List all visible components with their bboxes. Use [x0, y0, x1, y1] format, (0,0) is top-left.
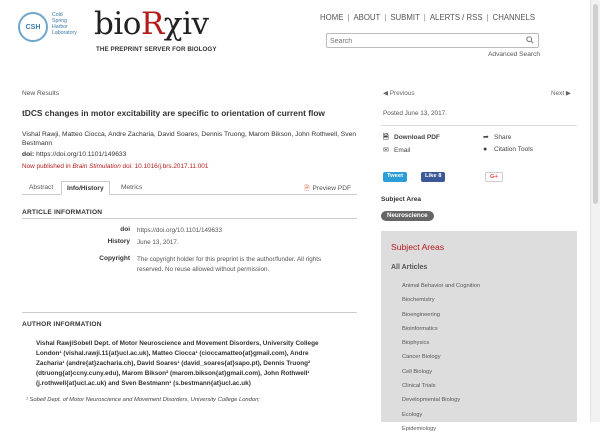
subject-list — [402, 283, 480, 440]
subject-areas-panel — [381, 231, 577, 432]
published-journal: Brain Stimulation — [72, 163, 121, 170]
previous-link[interactable] — [383, 89, 415, 97]
preview-pdf-label: Preview PDF — [312, 185, 351, 192]
author-information-heading: AUTHOR INFORMATION — [22, 321, 102, 328]
email-label: Email — [394, 147, 411, 154]
affiliation: ¹ Sobell Dept. of Motor Neuroscience and Movement Disorders, University College London; — [26, 397, 260, 403]
subject-item[interactable]: Cancer Biology — [402, 354, 441, 361]
copyright-line: The copyright holder for this preprint is the author/funder. All rights — [137, 256, 322, 263]
email-button[interactable] — [383, 146, 410, 154]
info-copyright-value — [137, 255, 321, 274]
next-label: Next — [551, 90, 565, 97]
share-button[interactable] — [483, 133, 511, 141]
divider — [22, 312, 357, 313]
subject-item[interactable]: Animal Behavior and Cognition — [402, 283, 481, 289]
search-icon[interactable] — [526, 36, 534, 46]
subject-item[interactable]: Bioengineering — [402, 311, 440, 318]
subject-item[interactable]: Clinical Trials — [402, 383, 436, 390]
csh-logo[interactable] — [18, 12, 48, 42]
article-tabs — [22, 181, 357, 195]
subject-item[interactable]: Biophysics — [402, 340, 430, 347]
posted-date: Posted June 13, 2017. — [383, 110, 447, 117]
share-icon: ➦ — [483, 134, 489, 141]
scrollbar-thumb[interactable] — [593, 4, 598, 204]
info-history-label: History — [107, 238, 130, 245]
article-title: tDCS changes in motor excitability are specific to orientation of current flow — [22, 108, 325, 118]
csh-name-line: Harbor — [52, 24, 68, 30]
envelope-icon: ✉ — [383, 147, 389, 154]
subject-item[interactable]: Biochemistry — [402, 297, 435, 304]
download-pdf-label: Download PDF — [394, 134, 440, 141]
author-info-line: Vishal RawjiSobell Dept. of Motor Neuroscience and Movement Disorders, University College — [36, 340, 319, 347]
divider — [22, 218, 357, 219]
tweet-button[interactable]: Tweet — [383, 172, 407, 182]
citation-tools-label: Citation Tools — [494, 146, 533, 153]
subject-item[interactable]: Epidemiology — [402, 425, 437, 432]
article-authors: Vishal Rawji, Matteo Ciocca, Andre Zacharia, David Soares, Dennis Truong, Marom Bikson, John Rothwell, Sven Bestmann — [22, 131, 357, 148]
subject-item[interactable]: Bioinformatics — [402, 325, 438, 332]
brand-part: χiv — [163, 6, 209, 42]
article-information-heading: ARTICLE INFORMATION — [22, 209, 103, 216]
author-info-line: Zacharia¹ (andre{at}zacharia.ch), David Soares¹ (david_soares{at}sapo.pt), Dennis Truong² — [36, 360, 311, 367]
nav-alerts-rss[interactable]: ALERTS / RSS — [429, 13, 483, 22]
download-pdf-button[interactable] — [383, 133, 440, 144]
published-doi: doi: 10.1016/j.brs.2017.11.001 — [120, 163, 209, 170]
all-articles-link[interactable]: All Articles — [391, 264, 428, 271]
citation-tools-button[interactable] — [483, 146, 533, 153]
nav-channels[interactable]: CHANNELS — [492, 13, 536, 22]
csh-abbr: CSH — [25, 23, 41, 31]
brand-part: bio — [94, 6, 141, 42]
author-info-line: London¹ (vishal.rawji.11{at}ucl.ac.uk), Matteo Ciocca¹ (cioccamatteo{at}gmail.com), Andre — [36, 350, 309, 357]
subject-badge[interactable]: Neuroscience — [381, 211, 434, 221]
share-label: Share — [494, 134, 512, 141]
tab-metrics[interactable]: Metrics — [121, 184, 143, 191]
subject-item[interactable]: Ecology — [402, 411, 423, 418]
info-copyright-label: Copyright — [99, 255, 130, 262]
nav-submit[interactable]: SUBMIT — [390, 13, 420, 22]
brand-part: R — [140, 6, 164, 42]
csh-name — [52, 12, 77, 36]
author-information — [36, 339, 346, 389]
article-category: New Results — [22, 90, 60, 97]
pdf-icon: 🗎 — [304, 185, 310, 192]
pdf-icon: 🗎 — [383, 134, 389, 141]
previous-label: Previous — [389, 90, 415, 97]
top-navigation: HOME | ABOUT | SUBMIT | ALERTS / RSS | CHANNELS — [320, 13, 536, 22]
published-pre: Now published in — [22, 163, 73, 170]
page-scrollbar[interactable] — [590, 0, 600, 422]
author-info-line: (j.rothwell{at}ucl.ac.uk) and Sven Bestmann¹ (s.bestmann{at}ucl.ac.uk) — [36, 380, 251, 387]
copyright-line: reserved. No reuse allowed without permission. — [137, 265, 270, 273]
tab-abstract[interactable]: Abstract — [29, 184, 54, 191]
search-input[interactable] — [330, 37, 520, 46]
tab-info-history[interactable]: Info/History — [61, 181, 110, 195]
nav-about[interactable]: ABOUT — [353, 13, 381, 22]
subject-item[interactable]: Developmental Biology — [402, 397, 461, 404]
globe-icon: ● — [483, 146, 488, 153]
published-in[interactable] — [22, 163, 208, 170]
nav-home[interactable]: HOME — [320, 13, 344, 22]
doi-label: doi: — [22, 151, 35, 158]
divider — [381, 125, 577, 126]
csh-name-line: Spring — [52, 18, 67, 24]
search-box — [326, 33, 539, 48]
subject-areas-title: Subject Areas — [391, 242, 445, 252]
info-doi-label: doi — [120, 226, 130, 233]
tagline: THE PREPRINT SERVER FOR BIOLOGY — [96, 46, 217, 53]
info-history-value: June 13, 2017. — [137, 239, 179, 246]
info-doi-value[interactable]: https://doi.org/10.1101/149633 — [137, 227, 222, 234]
google-plus-button[interactable]: G+ — [485, 172, 503, 182]
subject-item[interactable]: Cell Biology — [402, 368, 433, 375]
facebook-like-button[interactable]: Like 8 — [421, 172, 445, 182]
author-info-line: (dtruong{at}ccny.cuny.edu), Marom Bikson² (marom.bikson{at}gmail.com), John Rothwell¹ — [36, 370, 310, 377]
preview-pdf-button[interactable] — [304, 184, 351, 195]
advanced-search-link[interactable]: Advanced Search — [488, 51, 541, 58]
chevron-right-icon: ▶ — [565, 90, 571, 97]
biorxiv-logo[interactable] — [94, 6, 209, 42]
subject-area-heading: Subject Area — [381, 196, 422, 203]
next-link[interactable] — [551, 89, 571, 97]
article-doi — [22, 151, 126, 158]
chevron-left-icon: ◀ — [383, 90, 388, 97]
doi-link[interactable]: https://doi.org/10.1101/149633 — [36, 151, 127, 158]
csh-name-line: Laboratory — [52, 30, 77, 36]
csh-name-line: Cold — [52, 12, 63, 18]
